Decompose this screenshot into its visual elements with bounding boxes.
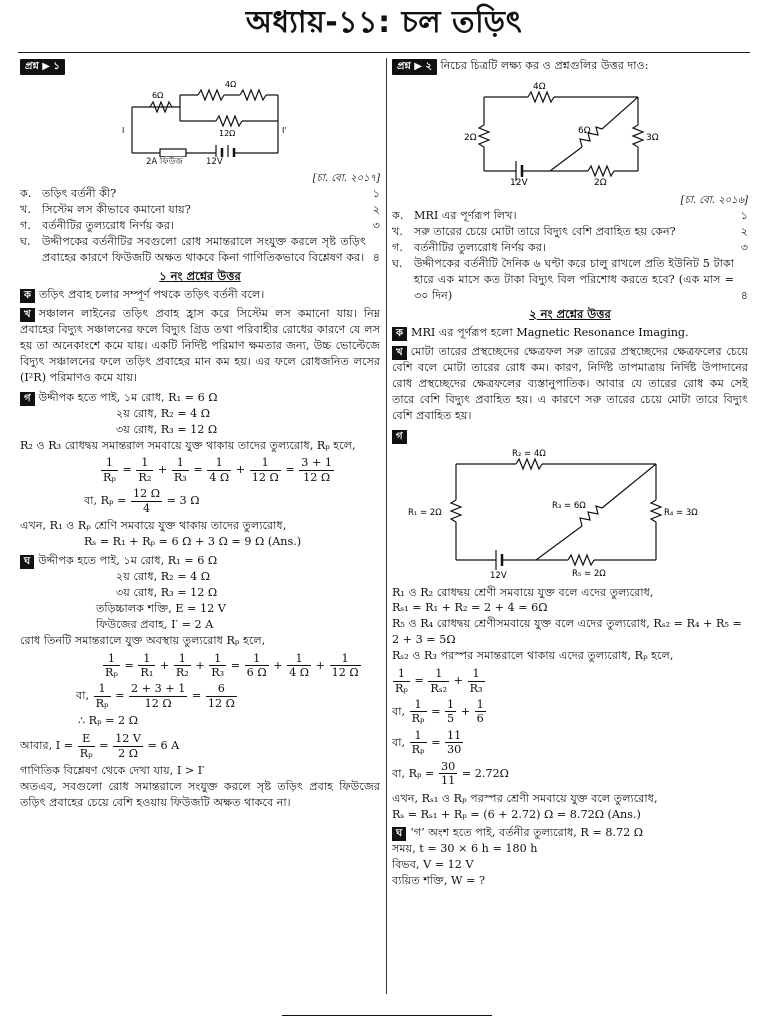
title-rule <box>18 52 750 53</box>
num: 1 <box>428 667 449 681</box>
equation-step-2 <box>392 729 748 757</box>
statement-line: রোধ তিনটি সমান্তরালে যুক্ত অবস্থায় তুল্যরোধ Rₚ হলে, <box>20 633 266 647</box>
num: 1 <box>138 652 155 666</box>
den: 5 <box>447 712 455 726</box>
given-line: ৩য় রোধ, R₃ = 12 Ω <box>116 422 218 436</box>
num: 1 <box>476 697 484 711</box>
statement-line: এখন, Rₛ₁ ও Rₚ পরস্পর শ্রেণী সমবায়ে যুক্ত বলে তুল্যরোধ, <box>392 791 658 805</box>
given-line: ৩য় রোধ, R₃ = 12 Ω <box>116 585 218 599</box>
q1-r3-label: 12Ω <box>219 129 236 139</box>
den: Rₛ₂ <box>430 681 448 695</box>
sub-marks: ৪ <box>740 288 748 302</box>
chapter-title: অধ্যায়-১১: চল তড়িৎ <box>245 5 523 40</box>
text: বা, Rₚ = <box>392 766 435 780</box>
op: = <box>99 739 109 753</box>
question-2-tag: প্রশ্ন ▶ ২ <box>392 59 437 75</box>
op: = <box>124 658 134 672</box>
q2-answer-heading: ২ নং প্রশ্নের উত্তর <box>529 306 611 321</box>
equation-parallel <box>20 456 380 484</box>
q1-fuse-label: 2A ফিউজ <box>146 157 183 168</box>
sub-marks: ২ <box>372 203 380 217</box>
given-line: উদ্দীপক হতে পাই, ১ম রোধ, R₁ = 6 Ω <box>38 390 218 404</box>
sub-text: MRI এর পূর্ণরূপ লিখ। <box>414 209 517 223</box>
equation-step-1 <box>392 698 748 726</box>
den: 6 <box>476 712 484 726</box>
sub-text: সিস্টেম লস কীভাবে কমানো যায়? <box>42 203 191 217</box>
answer-text: তড়িৎ প্রবাহ চলার সম্পূর্ণ পথকে তড়িৎ বর্তনী বলে। <box>39 288 265 302</box>
r5-label: R₅ = 2Ω <box>572 568 606 579</box>
q2-intro: নিচের চিত্রটি লক্ষ্য কর ও প্রশ্নগুলির উত্তর দাও: <box>440 59 649 72</box>
q1-battery-label: 12V <box>206 157 223 168</box>
result-line: Rₛ₁ = R₁ + R₂ = 2 + 4 = 6Ω <box>392 601 548 615</box>
num: 1 <box>101 456 118 470</box>
num: 11 <box>447 728 462 742</box>
num: 1 <box>250 456 281 470</box>
q1-current-label: I <box>122 126 125 136</box>
q1-answer-kha <box>20 306 380 386</box>
num: 1 <box>447 697 455 711</box>
den: R₂ <box>175 666 189 680</box>
num: E <box>78 732 95 746</box>
question-1-circuit <box>20 75 380 157</box>
answer-text: মোটা তারের প্রস্থচ্ছেদের ক্ষেত্রফল সরু তারের প্রস্থচ্ছেদের ক্ষেত্রফলের চেয়ে বেশি বলে মোটা তারের রোধ কম। কারণ, নির্দিষ্ট তাপমাত্রায় নির্দিষ্ট উপাদানের রোধ প্রস্থচ্ছেদের ক্ষেত্রফলের ব্যস্তানুপাতিক। আবার যে তারের রোধ কম সেই তারে বেশি বিদ্যুৎ প্রবাহিত হয়। এ কারণে সরু তারের চেয়ে মোটা তারে বিদ্যুৎ বেশি প্রবাহিত হয়। <box>392 345 748 422</box>
equation-parallel-3 <box>20 652 380 680</box>
given-line: সময়, t = 30 × 6 h = 180 h <box>392 842 538 856</box>
op: + <box>453 674 464 688</box>
q1-r2-label: 4Ω <box>225 80 237 90</box>
left-column <box>20 58 380 811</box>
sub-text: সরু তারের চেয়ে মোটা তারে বিদ্যুৎ বেশি প্রবাহিত হয় কেন? <box>414 225 676 239</box>
given-line: ২য় রোধ, R₂ = 4 Ω <box>116 406 211 420</box>
equation-rp <box>20 487 380 515</box>
answer-tag: গ <box>20 392 35 406</box>
den: Rₚ <box>395 681 408 695</box>
num: 1 <box>207 456 231 470</box>
sub-text: বর্তনীটির তুল্যরোধ নির্ণয় কর। <box>42 219 174 233</box>
num: 12 V <box>115 732 141 746</box>
q2-source: [চা. বো. ২০১৬] <box>680 195 748 207</box>
q1-sub-kha <box>20 202 380 218</box>
q1-sub-ka <box>20 186 380 202</box>
equation-step-3 <box>392 760 748 788</box>
den: R₃ <box>469 681 483 695</box>
num: 1 <box>410 729 427 743</box>
r2-label: R₂ = 4Ω <box>512 448 546 459</box>
q1-answer-gha <box>20 553 380 811</box>
given-line: তড়িচ্চালক শক্তি, E = 12 V <box>96 601 226 615</box>
den: Rₚ <box>411 743 425 757</box>
text: বা, Rₚ = <box>84 494 127 508</box>
den: 11 <box>440 774 456 788</box>
result-line: Rₛ = R₁ + Rₚ = 6 Ω + 3 Ω = 9 Ω (Ans.) <box>84 535 302 549</box>
q2-answer-kha <box>392 344 748 424</box>
den: 12 Ω <box>207 696 235 710</box>
conclusion-line: অতএব, সবগুলো রোধ সমান্তরালে সংযুক্ত করলে সৃষ্ট তড়িৎ প্রবাহ ফিউজের তড়িৎ প্রবাহের চেয়ে বেশি হওয়ায় ফিউজটি অক্ষত থাকবে না। <box>20 780 380 809</box>
den: Rₚ <box>105 666 118 680</box>
den: 4 <box>142 501 151 515</box>
text: = 6 A <box>147 739 180 753</box>
den: 30 <box>447 743 462 757</box>
den: 12 Ω <box>331 666 359 680</box>
q2-bottom-label: 2Ω <box>594 178 607 188</box>
sub-label: খ. <box>20 203 31 217</box>
q1-answer-heading: ১ নং প্রশ্নের উত্তর <box>159 268 241 283</box>
den: 12 Ω <box>303 470 331 484</box>
sub-text: উদ্দীপকের বর্তনীটি দৈনিক ৬ ঘণ্টা করে চালু রাখলে প্রতি ইউনিট 5 টাকা হারে এক মাসে কত টাকা বিদ্যুৎ বিল পরিশোধ করতে হবে? (এক মাস = ৩০ দিন) <box>414 257 734 302</box>
answer-tag: ক <box>20 289 35 303</box>
num: 1 <box>136 456 153 470</box>
q2-sub-gha <box>392 256 748 304</box>
result-line: ∴ Rₚ = 2 Ω <box>78 714 139 728</box>
op: = <box>230 658 241 672</box>
num: 1 <box>245 652 269 666</box>
sub-text: তড়িৎ বর্তনী কী? <box>42 187 117 201</box>
q2-subquestions <box>392 208 748 303</box>
sub-label: গ. <box>20 219 31 233</box>
statement-line: Rₛ₂ ও R₃ পরস্পর সমান্তরালে থাকায় এদের তুল্যরোধ, Rₚ হলে, <box>392 649 674 663</box>
q2-answer-circuit <box>392 444 748 580</box>
q1-subquestions <box>20 186 380 266</box>
answer-text: সঞ্চালন লাইনের তড়িৎ প্রবাহ হ্রাস করে সিস্টেম লস কমানো যায়। নিম্ন প্রবাহের বিদ্যুৎ সঞ্চালনের ফলে বিদ্যুৎ গ্রিড তথা পরিবাহীর রোধের কারণে যে লস হয় তা অনেকাংশে কমে যায়। একটি নির্দিষ্ট পরিমাণ ক্ষমতার জন্য, উচ্চ ভোল্টেজে বিদ্যুৎ সঞ্চালনের ফলে তড়িৎ প্রবাহের মান কম হয়। এর ফলে রোধজনিত লসের (I²R) পরিমাণও কমে যায়। <box>20 307 380 384</box>
statement-line: গাণিতিক বিশ্লেষণ থেকে দেখা যায়, I > I′ <box>20 764 205 778</box>
den: R₂ <box>138 470 152 484</box>
given-line: ২য় রোধ, R₂ = 4 Ω <box>116 570 211 584</box>
q1-answer-ka <box>20 287 380 303</box>
text: বা, <box>392 735 406 749</box>
answer-tag: ঘ <box>20 555 34 569</box>
q1-sub-ga <box>20 218 380 234</box>
given-line: ফিউজের প্রবাহ, I′ = 2 A <box>96 617 214 631</box>
sub-label: খ. <box>392 225 403 239</box>
den: 4 Ω <box>209 470 230 484</box>
question-1-tag: প্রশ্ন ▶ ১ <box>20 59 65 75</box>
num: 3 + 1 <box>301 456 333 470</box>
text: বা, <box>76 689 90 703</box>
num: 1 <box>209 652 226 666</box>
statement-line: এখন, R₁ ও Rₚ শ্রেণি সমবায়ে যুক্ত থাকায় তাদের তুল্যরোধ, <box>20 519 287 533</box>
op: = <box>115 689 125 703</box>
battery-label: 12V <box>490 570 507 580</box>
sub-marks: ৪ <box>372 250 380 264</box>
den: 12 Ω <box>144 696 172 710</box>
num: 1 <box>103 652 120 666</box>
q2-top-label: 4Ω <box>533 82 546 93</box>
op: + <box>195 658 205 672</box>
q2-answer-gha <box>392 825 748 889</box>
answer-tag: খ <box>392 346 407 360</box>
sub-marks: ৩ <box>372 219 380 233</box>
op: = <box>191 689 202 703</box>
text: বা, <box>392 704 406 718</box>
den: 6 Ω <box>246 666 267 680</box>
q1-sub-gha <box>20 234 380 266</box>
q2-sub-kha <box>392 224 748 240</box>
answer-tag: ঘ <box>392 827 406 841</box>
num: 1 <box>172 456 189 470</box>
sub-text: উদ্দীপকের বর্তনীটির সবগুলো রোধ সমান্তরালে সংযুক্ত করলে সৃষ্ট তড়িৎ প্রবাহের কারণে ফিউজটি অক্ষত থাকবে কিনা গাণিতিকভাবে বিশ্লেষণ কর। <box>42 235 366 264</box>
sub-text: বর্তনীটির তুল্যরোধ নির্ণয় কর। <box>414 241 546 255</box>
op: = <box>285 463 295 477</box>
den: R₁ <box>140 666 154 680</box>
num: 2 + 3 + 1 <box>131 682 186 696</box>
equation-current <box>20 732 380 760</box>
num: 1 <box>330 652 361 666</box>
right-column <box>392 58 748 889</box>
result-line: Rₛ = Rₛ₁ + Rₚ = (6 + 2.72) Ω = 8.72Ω (Ans.) <box>392 807 641 821</box>
op: + <box>159 658 170 672</box>
q1-source: [চা. বো. ২০১৭] <box>312 173 380 185</box>
q1-current2-label: I' <box>282 126 287 136</box>
den: Rₚ <box>103 470 116 484</box>
op: + <box>315 658 326 672</box>
num: 1 <box>174 652 191 666</box>
text: = 2.72Ω <box>461 766 509 780</box>
equation-sum <box>20 682 380 710</box>
op: + <box>460 704 471 718</box>
num: 1 <box>287 652 311 666</box>
sub-label: ঘ. <box>392 257 403 270</box>
q2-battery-label: 12V <box>510 178 528 188</box>
sub-marks: ১ <box>740 209 748 223</box>
q2-answer-ka <box>392 325 748 341</box>
column-divider <box>386 58 387 994</box>
given-line: বিভব, V = 12 V <box>392 858 474 872</box>
num: 6 <box>206 682 237 696</box>
statement-line: R₅ ও R₄ রোধদ্বয় শ্রেণীসমবায়ে যুক্ত বলে এদের তুল্যরোধ, Rₛ₂ = R₄ + R₅ = 2 + 3 = 5Ω <box>392 617 742 647</box>
num: 1 <box>410 698 427 712</box>
den: 4 Ω <box>289 666 310 680</box>
footer-rule <box>282 1015 492 1016</box>
text: আবার, I = <box>20 739 74 753</box>
q1-r1-label: 6Ω <box>152 91 164 101</box>
op: + <box>157 463 168 477</box>
given-line: ‘গ’ অংশ হতে পাই, বর্তনীর তুল্যরোধ, R = 8.72 Ω <box>410 826 644 840</box>
sub-label: গ. <box>392 241 403 255</box>
op: = <box>431 735 441 749</box>
op: = <box>414 674 424 688</box>
statement-line: R₂ ও R₃ রোধদ্বয় সমান্তরাল সমবায়ে যুক্ত থাকায় তাদের তুল্যরোধ, Rₚ হলে, <box>20 438 356 452</box>
op: = <box>431 704 441 718</box>
r1-label: R₁ = 2Ω <box>408 507 442 518</box>
q1-answer-ga <box>20 390 380 550</box>
given-line: উদ্দীপক হতে পাই, ১ম রোধ, R₁ = 6 Ω <box>38 554 218 568</box>
given-line: ব্যয়িত শক্তি, W = ? <box>392 874 485 888</box>
op: + <box>235 463 246 477</box>
sub-marks: ৩ <box>740 241 748 255</box>
op: = <box>193 463 203 477</box>
op: = <box>122 463 132 477</box>
sub-marks: ১ <box>372 187 380 201</box>
text: = 3 Ω <box>166 494 200 508</box>
q2-right-label: 3Ω <box>646 133 659 144</box>
op: + <box>273 658 283 672</box>
den: R₃ <box>211 666 225 680</box>
num: 12 Ω <box>132 487 161 501</box>
answer-tag: খ <box>20 308 35 322</box>
r4-label: R₄ = 3Ω <box>664 507 698 518</box>
question-2-circuit <box>392 75 748 187</box>
num: 1 <box>94 682 111 696</box>
den: R₃ <box>173 470 187 484</box>
statement-line: R₁ ও R₂ রোধদ্বয় শ্রেণী সমবায়ে যুক্ত বলে এদের তুল্যরোধ, <box>392 585 654 599</box>
den: Rₚ <box>79 746 93 760</box>
num: 30 <box>440 759 456 773</box>
equation-parallel <box>392 667 748 695</box>
sub-label: ঘ. <box>20 235 31 248</box>
q2-diag-label: 6Ω <box>578 126 591 137</box>
answer-text: MRI এর পূর্ণরূপ হলো Magnetic Resonance Imaging. <box>411 326 689 340</box>
q2-sub-ga <box>392 240 748 256</box>
num: 1 <box>468 667 485 681</box>
num: 1 <box>393 667 410 681</box>
den: Rₚ <box>95 696 109 710</box>
den: 12 Ω <box>251 470 279 484</box>
answer-tag: গ <box>392 430 407 444</box>
den: 2 Ω <box>118 746 139 760</box>
den: Rₚ <box>411 712 425 726</box>
sub-label: ক. <box>20 187 32 201</box>
q2-left-label: 2Ω <box>464 133 477 144</box>
answer-tag: ক <box>392 327 407 341</box>
sub-marks: ২ <box>740 225 748 239</box>
sub-label: ক. <box>392 209 404 223</box>
q2-answer-ga <box>392 428 748 823</box>
q2-sub-ka <box>392 208 748 224</box>
r3-label: R₃ = 6Ω <box>552 500 586 511</box>
